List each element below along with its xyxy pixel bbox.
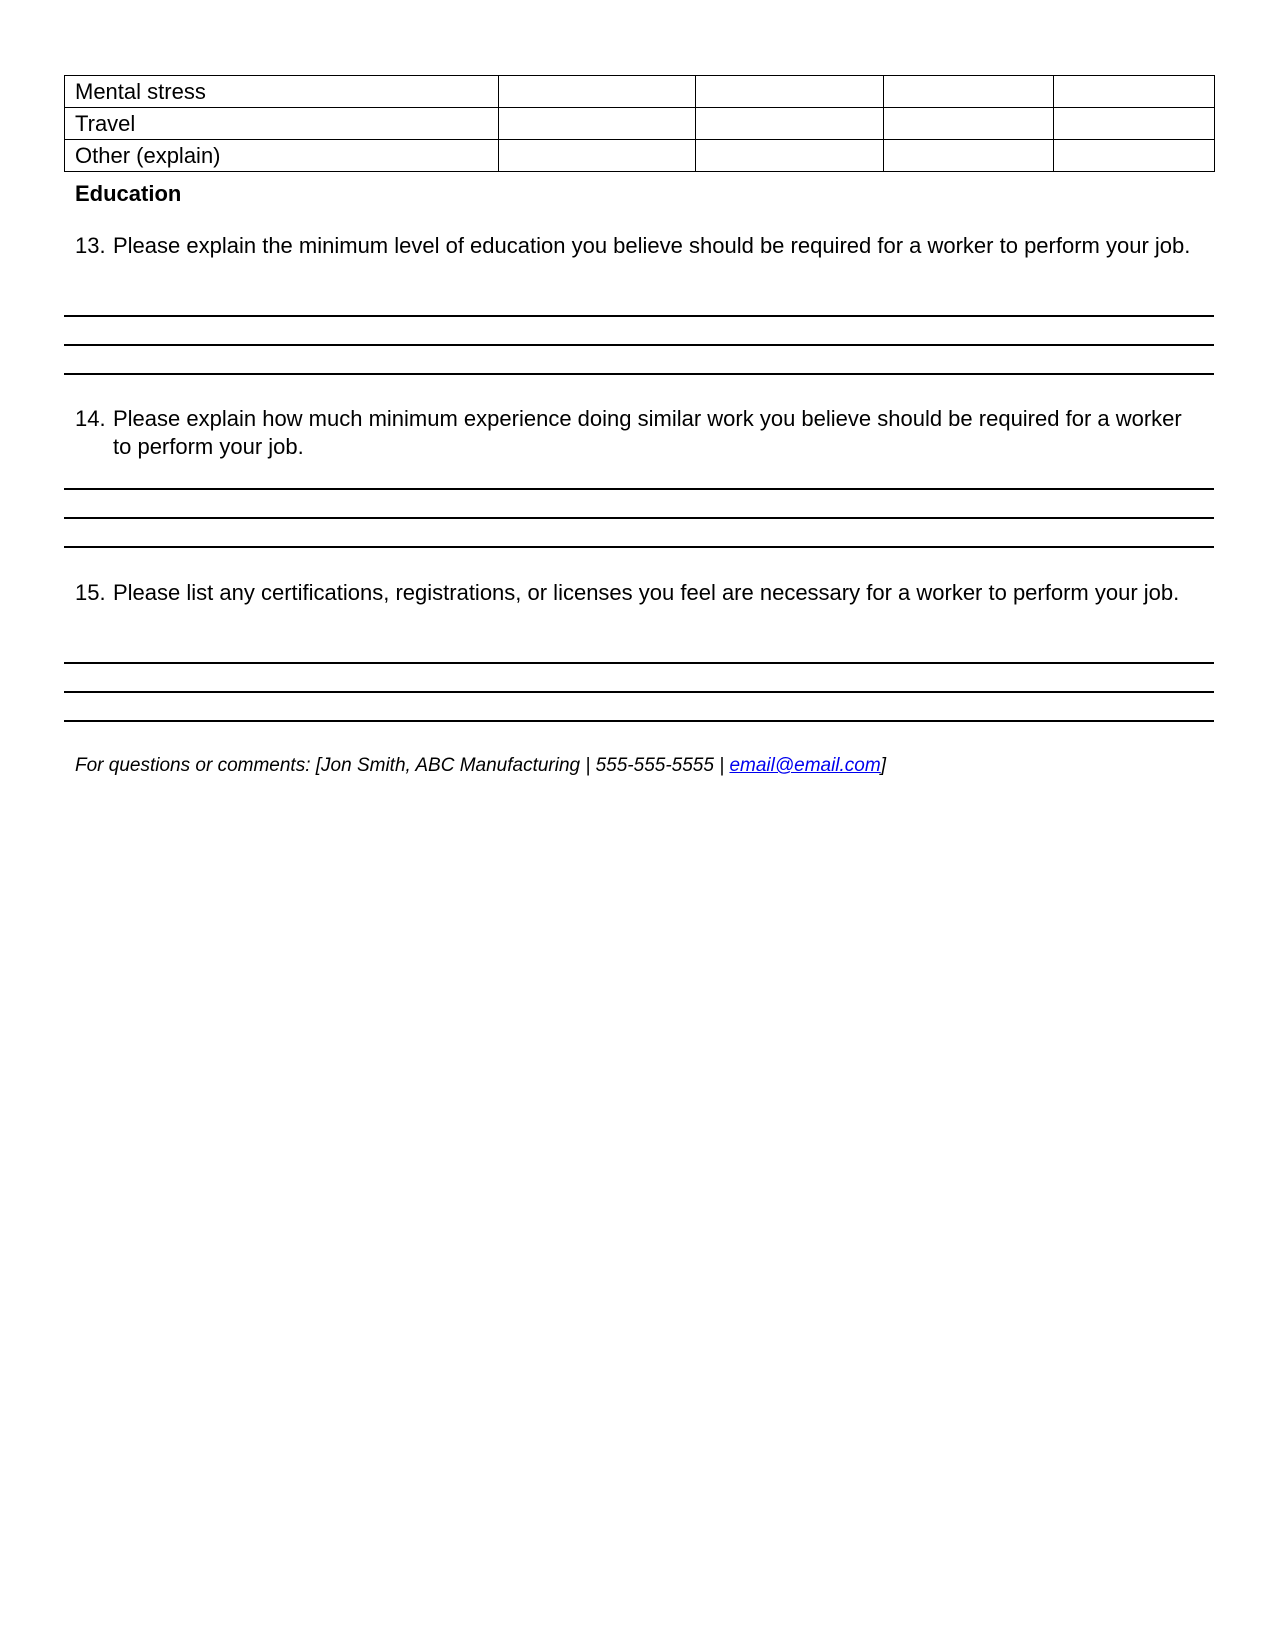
table-cell[interactable] <box>696 76 884 108</box>
table-cell[interactable] <box>884 108 1054 140</box>
answer-line[interactable] <box>64 546 1214 548</box>
answer-line[interactable] <box>64 344 1214 346</box>
table-row <box>65 76 1215 108</box>
question-number: 15. <box>75 580 106 605</box>
row-label: Travel <box>65 108 499 140</box>
answer-line[interactable] <box>64 488 1214 490</box>
answer-line[interactable] <box>64 315 1214 317</box>
answer-line[interactable] <box>64 373 1214 375</box>
table-cell[interactable] <box>499 76 696 108</box>
question-15 <box>75 579 1205 607</box>
question-number: 13. <box>75 233 106 258</box>
table-cell[interactable] <box>884 76 1054 108</box>
footer-prefix: For questions or comments: [Jon Smith, ABC Manufacturing | 555-555-5555 | <box>75 755 730 776</box>
job-demands-table <box>64 75 1215 172</box>
table-cell[interactable] <box>696 108 884 140</box>
answer-line[interactable] <box>64 517 1214 519</box>
table-cell[interactable] <box>1054 140 1215 172</box>
question-text: Please list any certifications, registrations, or licenses you feel are necessary for a worker to perform your job. <box>113 580 1180 605</box>
table-cell[interactable] <box>1054 76 1215 108</box>
table-cell[interactable] <box>884 140 1054 172</box>
row-label: Mental stress <box>65 76 499 108</box>
table-row <box>65 108 1215 140</box>
question-text: Please explain how much minimum experience doing similar work you believe should be required for a worker to perform your job. <box>113 406 1182 459</box>
email-link[interactable]: email@email.com <box>729 755 881 776</box>
footer-suffix: ] <box>880 755 886 776</box>
row-label: Other (explain) <box>65 140 499 172</box>
answer-line[interactable] <box>64 662 1214 664</box>
question-number: 14. <box>75 406 106 431</box>
table-row <box>65 140 1215 172</box>
section-heading-education: Education <box>75 181 182 206</box>
table-cell[interactable] <box>1054 108 1215 140</box>
answer-line[interactable] <box>64 691 1214 693</box>
table-cell[interactable] <box>499 108 696 140</box>
answer-line[interactable] <box>64 720 1214 722</box>
contact-footer <box>75 754 886 778</box>
question-13 <box>75 232 1205 260</box>
table-cell[interactable] <box>499 140 696 172</box>
question-14 <box>75 405 1205 461</box>
question-text: Please explain the minimum level of education you believe should be required for a worker to perform your job. <box>113 233 1191 258</box>
table-cell[interactable] <box>696 140 884 172</box>
